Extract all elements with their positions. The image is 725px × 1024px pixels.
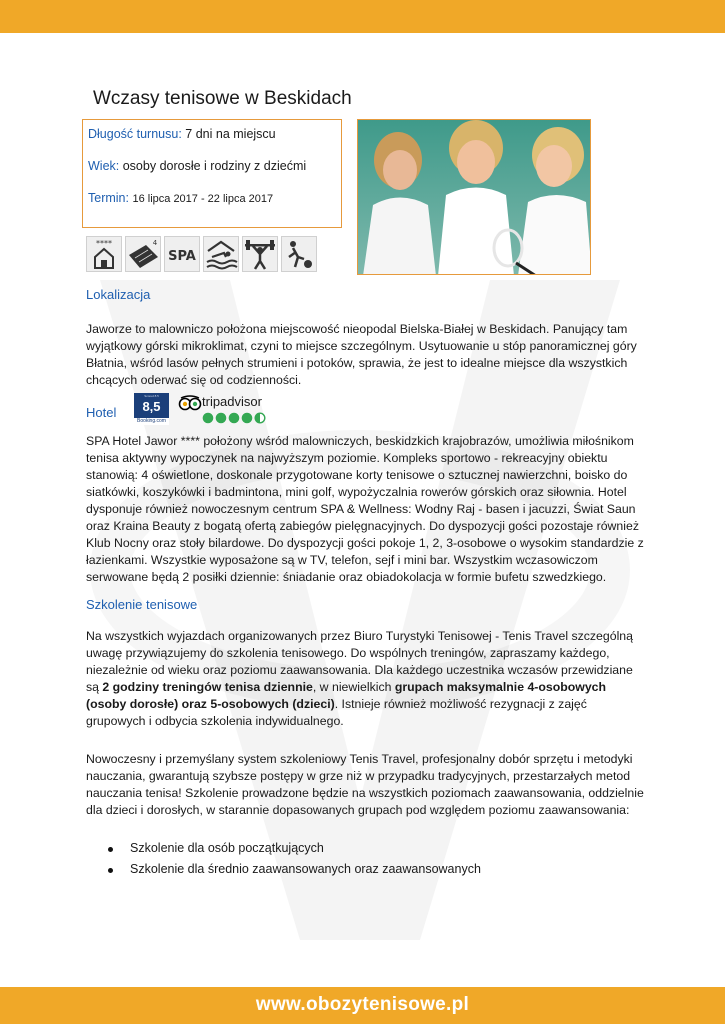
location-heading: Lokalizacja bbox=[86, 287, 151, 302]
gym-icon bbox=[242, 236, 278, 272]
bowling-icon bbox=[281, 236, 317, 272]
amenity-icons bbox=[86, 236, 317, 272]
training-paragraph-1 bbox=[86, 628, 646, 730]
age-value: osoby dorosłe i rodziny z dziećmi bbox=[122, 159, 307, 173]
location-text: Jaworze to malowniczo położona miejscowość nieopodal Bielska-Białej w Beskidach. Panujący tam wyjątkowy górski mikroklimat, czyni to miejsce szczególnym. Usytuowanie u stóp panoramicznej góry Błatnia, wśród lasów pełnych strumieni i potoków, sprawia, że jest to idealne miejsce dla wszystkich chcących oderwać się od codzienności. bbox=[86, 322, 637, 387]
top-bar bbox=[0, 0, 725, 33]
page-title: Wczasy tenisowe w Beskidach bbox=[93, 88, 352, 109]
trip-info-box bbox=[82, 119, 342, 228]
bullet-icon bbox=[108, 847, 113, 852]
booking-top-text: Scored 8.5 bbox=[144, 394, 159, 398]
booking-score-badge bbox=[134, 393, 169, 425]
tennis-court-icon bbox=[125, 236, 161, 272]
spa-icon bbox=[164, 236, 200, 272]
date-value: 16 lipca 2017 - 22 lipca 2017 bbox=[132, 193, 274, 205]
tripadvisor-owl-icon bbox=[178, 395, 202, 411]
booking-site: Booking.com bbox=[134, 418, 169, 425]
level-beginner: Szkolenie dla osób początkujących bbox=[130, 841, 324, 855]
duration-value: 7 dni na miejscu bbox=[185, 127, 276, 141]
booking-score: 8,5 bbox=[142, 399, 161, 414]
training-hours-highlight: 2 godziny treningów tenisa dziennie bbox=[102, 680, 313, 694]
swimming-pool-icon bbox=[203, 236, 239, 272]
bullet-icon bbox=[108, 868, 113, 873]
training-paragraph-2: Nowoczesny i przemyślany system szkoleniowy Tenis Travel, profesjonalny dobór sprzętu i metodyki nauczania, gwarantują szybsze postępy w grze niż w przypadku tradycyjnych, przestarzałych metod nauczania tenisa! Szkolenie prowadzone będzie na wszystkich poziomach zaawansowania, oddzielnie dla dzieci i dorosłych, w starannie dopasowanych grupach pod względem poziomu zaawansowania: bbox=[86, 752, 644, 817]
training-p1-part-a: Na wszystkich wyjazdach organizowanych przez Biuro Turystyki Tenisowej - Tenis Travel szczególną uwagę przywiązujemy do szkolenia tenisowego. Do wspólnych treningów, zapraszamy każdego, niezależnie od wieku oraz poziomu zaawansowania. Dla każdego uczestnika wczasów przewidziane są bbox=[86, 629, 633, 694]
duration-row bbox=[88, 127, 276, 141]
hotel-heading: Hotel bbox=[86, 405, 117, 420]
hotel-4-star-icon bbox=[86, 236, 122, 272]
tripadvisor-wordmark: tripadvisor bbox=[202, 394, 262, 409]
tennis-players-photo bbox=[357, 119, 591, 275]
training-p1-part-e: . Istnieje również możliwość rezygnacji z zajęć grupowych i odbycia szkolenia indywidualnego. bbox=[86, 697, 587, 728]
date-label: Termin: bbox=[88, 191, 129, 205]
age-row bbox=[88, 159, 306, 173]
hotel-text: SPA Hotel Jawor **** położony wśród malowniczych, beskidzkich krajobrazów, umożliwia miłośnikom tenisa aktywny wypoczynek na najwyższym poziomie. Kompleks sportowo - rekreacyjny obiektu stanowią: 4 oświetlone, doskonale przygotowane korty tenisowe o sztucznej nawierzchni, boisko do siatkówki, koszykówki i badmintona, mini golf, wypożyczalnia rowerów górskich oraz siłownia. Hotel dysponuje również nowoczesnym centrum SPA & Wellness: Wodny Raj - basen i jacuzzi, Świat Saun oraz Kraina Beauty z bogatą ofertą zabiegów pielęgnacyjnych. Do dyspozycji gości pozostaje również Klub Nocny oraz stoły bilardowe. Do dyspozycji gości pokoje 1, 2, 3-osobowe o wysokim standardzie z łazienkami. Wszystkie wyposażone są w TV, telefon, sejf i mini bar. Wszystkim wczasowiczom serwowane będą 2 posiłki dziennie: śniadanie oraz obiadokolacja w formie bufetu szwedzkiego. bbox=[86, 434, 644, 584]
training-p1-part-c: , w niewielkich bbox=[312, 680, 395, 694]
level-advanced: Szkolenie dla średnio zaawansowanych oraz zaawansowanych bbox=[130, 862, 481, 876]
training-heading: Szkolenie tenisowe bbox=[86, 597, 198, 612]
age-label: Wiek: bbox=[88, 159, 120, 173]
court-count: 4 bbox=[152, 239, 158, 247]
date-row bbox=[88, 191, 273, 205]
tripadvisor-rating bbox=[178, 394, 268, 424]
spa-text: SPA bbox=[168, 249, 196, 264]
tripadvisor-bubbles bbox=[202, 412, 268, 424]
footer-website-link[interactable]: www.obozytenisowe.pl bbox=[255, 994, 470, 1015]
duration-label: Długość turnusu: bbox=[88, 127, 182, 141]
group-size-highlight: grupach maksymalnie 4-osobowych (osoby dorosłe) oraz 5-osobowych (dzieci) bbox=[86, 680, 607, 711]
stars-text: **** bbox=[96, 239, 112, 248]
